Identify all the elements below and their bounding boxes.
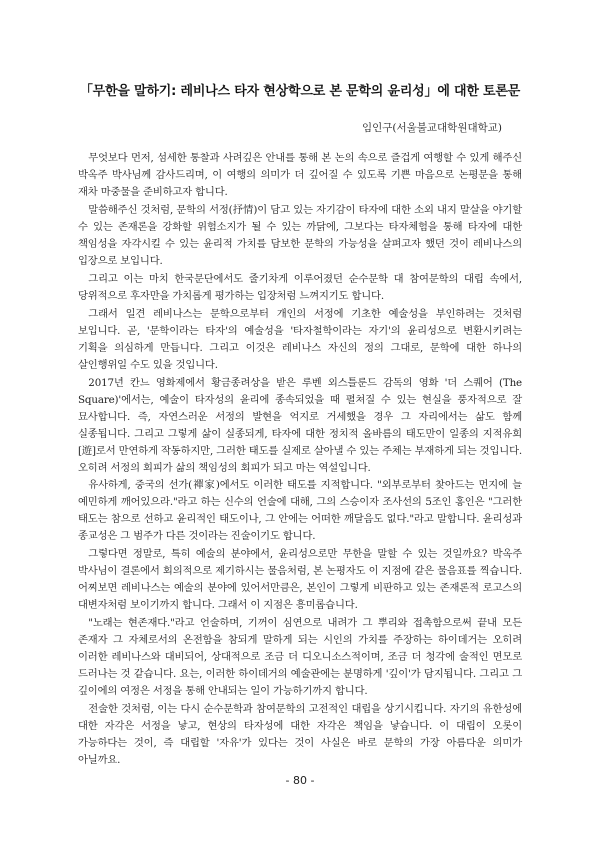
paragraph: 유사하게, 중국의 선가(禪家)에서도 이러한 태도를 지적합니다. "외부로부터 찾아드는 먼지에 늘 예민하게 깨어있으라."라고 하는 신수의 언술에 대해, 그의 스승이자 조사선의 5조인 홍인은 "그러한 태도는 참으로 선하고 윤리적인 태도이나, 그 안에는 어떠한 깨달음도 없다."라고 말합니다. 윤리성과 종교성은 그 범주가 다른 것이라는 진술이기도 합니다. xyxy=(78,479,522,543)
paragraph: "노래는 현존재다."라고 언술하며, 기꺼이 심연으로 내려가 그 뿌리와 접촉함으로써 끝내 모든 존재자 그 자체로서의 온전함을 참되게 말하게 되는 시인의 가치를 주장하는 하이데거는 오히려 이러한 레비나스와 대비되어, 상대적으로 조금 더 디오니소스적이며, 조금 더 청각에 술적인 면모로 드러나는 것 같습니다. 요는, 이러한 하이데거의 예술관에는 분명하게 '깊이'가 담지됩니다. 그리고 그 깊이에의 여정은 서정을 통해 안내되는 일이 가능하기까지 합니다. xyxy=(78,617,522,698)
paragraph: 전술한 것처럼, 이는 다시 순수문학과 참여문학의 고전적인 대립을 상기시킵니다. 자기의 유한성에 대한 자각은 서정을 낳고, 현상의 타자성에 대한 자각은 책임을 낳습니다. 이 대립이 오롯이 가능하다는 것이, 즉 대립할 '자유'가 있다는 것이 사실은 바로 문학의 가장 아름다운 의미가 아닐까요. xyxy=(78,703,522,767)
body-text xyxy=(78,150,522,770)
author-line: 임인구(서울불교대학원대학교) xyxy=(361,122,502,134)
page-number: - 80 - xyxy=(285,774,315,787)
paragraph: 말씀해주신 것처럼, 문학의 서정(抒情)이 담고 있는 자기감이 타자에 대한 소외 내지 말살을 야기할 수 있는 존재론을 강화할 위험소지가 될 수 있는 까닭에, 그보다는 타자체험을 통해 타자에 대한 책임성을 자각시킬 수 있는 윤리적 가치를 담보한 문학의 가능성을 살펴고자 했던 것이 레비나스의 입장으로 보입니다. xyxy=(78,203,522,267)
paragraph: 그리고 이는 마치 한국문단에서도 줄기차게 이루어졌던 순수문학 대 참여문학의 대립 속에서, 당위적으로 후자만을 가치롭게 평가하는 입장처럼 느껴지기도 합니다. xyxy=(78,272,522,302)
page-title: 「무한을 말하기: 레비나스 타자 현상학으로 본 문학의 윤리성」에 대한 토론문 xyxy=(79,84,521,99)
paragraph: 그렇다면 정말로, 특히 예술의 분야에서, 윤리성으로만 무한을 말할 수 있는 것일까요? 박옥주 박사님이 결론에서 회의적으로 제기하시는 물음처럼, 본 논평자도 이 지점에 같은 물음표를 찍습니다. 어찌보면 레비나스는 예술의 분야에 있어서만큼은, 본인이 그렇게 비판하고 있는 존재론적 로고스의 대변자처럼 보이기까지 합니다. 그래서 이 지점은 흥미롭습니다. xyxy=(78,548,522,612)
paragraph: 그래서 일견 레비나스는 문학으로부터 개인의 서정에 기초한 예술성을 부인하려는 것처럼 보입니다. 곧, '문학이라는 타자'의 예술성을 '타자철학이라는 자기'의 윤리성으로 변환시키려는 기획을 의심하게 만듭니다. 그리고 이것은 레비나스 자신의 정의 그대로, 문학에 대한 하나의 살인행위일 수도 있을 것입니다. xyxy=(78,307,522,371)
paragraph: 2017년 칸느 영화제에서 황금종려상을 받은 루벤 외스틀룬드 감독의 영화 '더 스퀘어 (The Square)'에서는, 예술이 타자성의 윤리에 종속되었을 때 펼쳐질 수 있는 현실을 풍자적으로 잘 묘사합니다. 즉, 자연스러운 서정의 발현을 억지로 거세했을 경우 그 자리에서는 삶도 함께 실종됩니다. 그리고 그렇게 삶이 실종되게, 타자에 대한 정치적 올바름의 태도만이 일종의 지적유희[遊]로서 만연하게 작동하지만, 그러한 태도를 실제로 살아낼 수 있는 주체는 부재하게 되는 것입니다. 오히려 서정의 회피가 삶의 책임성의 회피가 되고 마는 역설입니다. xyxy=(78,376,522,474)
paragraph: 무엇보다 먼저, 섬세한 통찰과 사려깊은 안내를 통해 본 논의 속으로 즐겁게 여행할 수 있게 해주신 박옥주 박사님께 감사드리며, 이 여행의 의미가 더 깊어질 수 있도록 기쁜 마음으로 논평문을 통해 재차 마중물을 준비하고자 합니다. xyxy=(78,152,522,198)
